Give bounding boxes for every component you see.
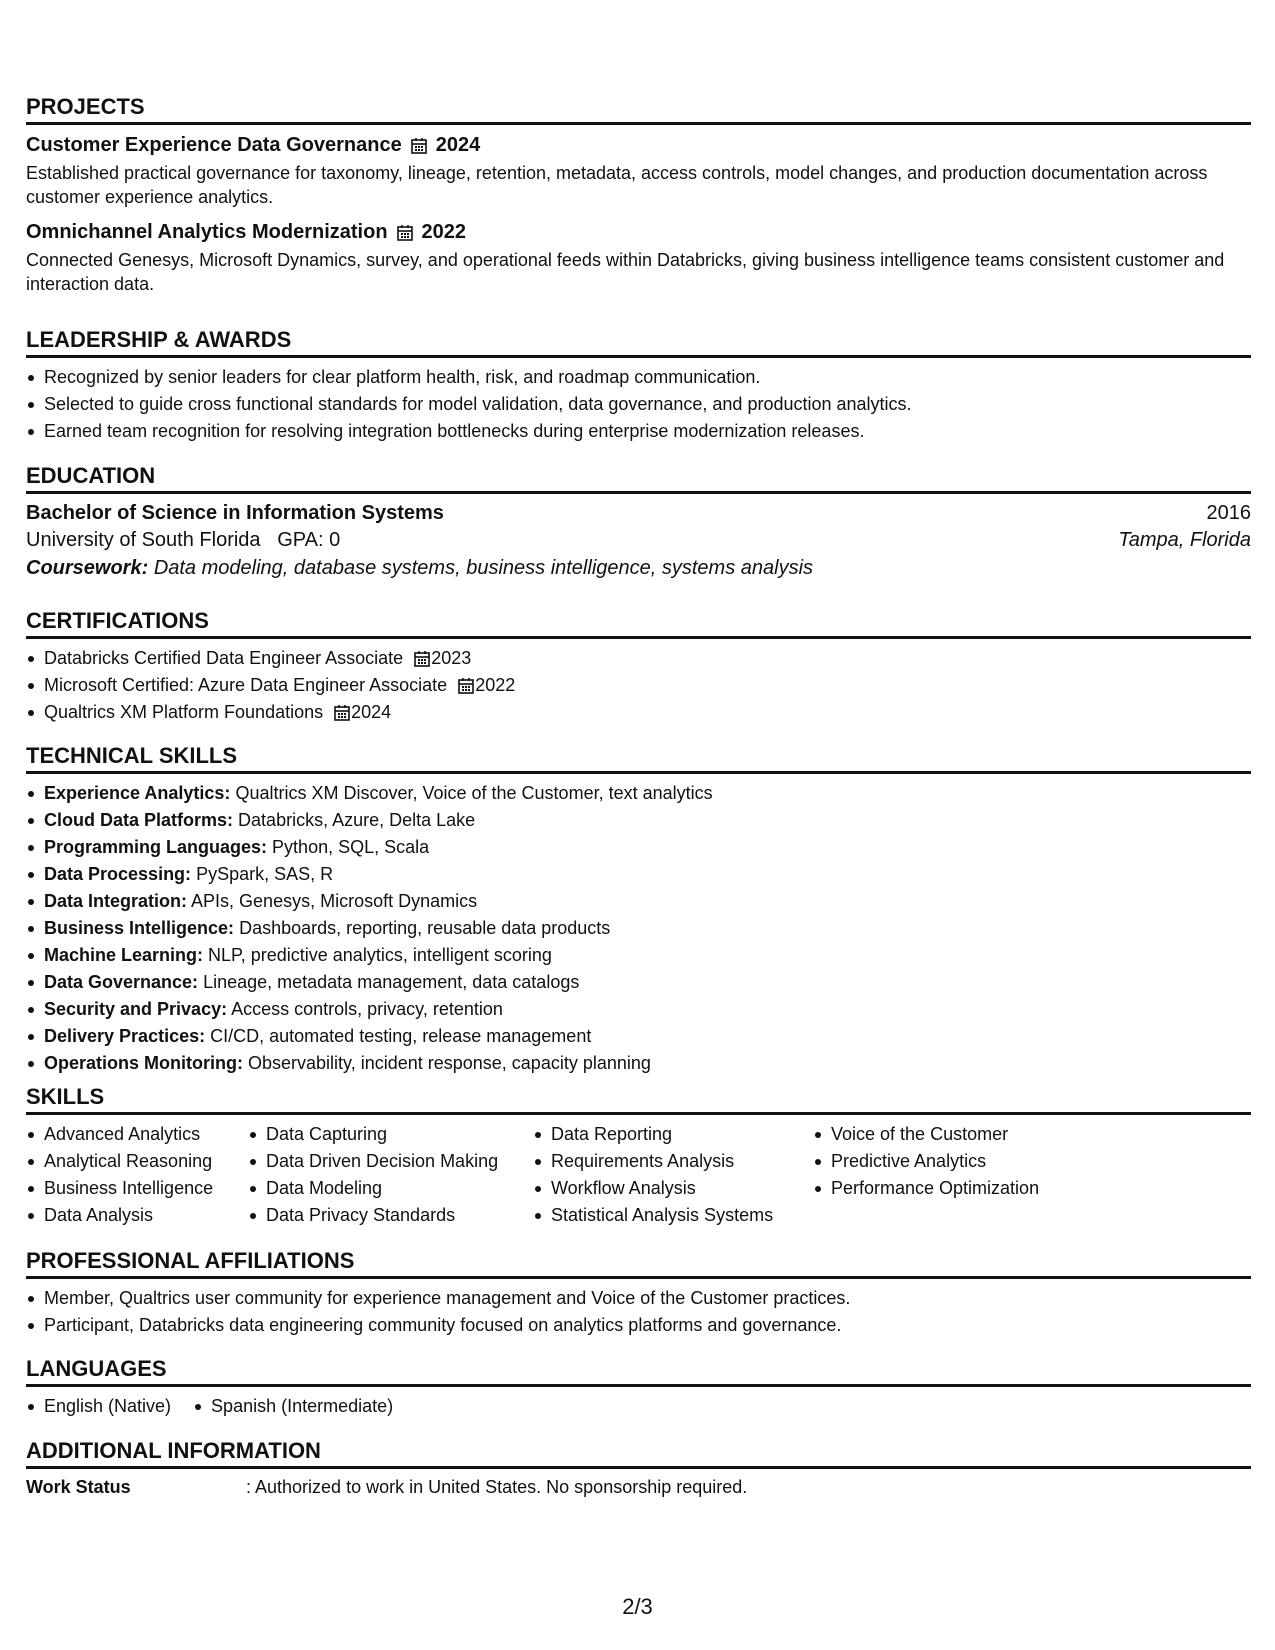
- list-item: Selected to guide cross functional standards for model validation, data governance, and production analytics.: [26, 391, 1251, 418]
- list-item: Recognized by senior leaders for clear platform health, risk, and roadmap communication.: [26, 364, 1251, 391]
- list-item: [26, 672, 1251, 699]
- skill-label: Programming Languages:: [44, 837, 268, 857]
- education-location: Tampa, Florida: [1118, 529, 1251, 551]
- skill-value: Python, SQL, Scala: [272, 837, 430, 857]
- work-status-label: Work Status: [26, 1477, 131, 1497]
- degree: Bachelor of Science in Information Systems: [26, 502, 444, 524]
- list-item: Data Analysis: [26, 1202, 248, 1229]
- section-title-technical-skills: TECHNICAL SKILLS: [26, 743, 1251, 774]
- list-item: Workflow Analysis: [533, 1175, 813, 1202]
- cert-name: Qualtrics XM Platform Foundations: [44, 702, 324, 722]
- skill-label: Data Governance:: [44, 972, 199, 992]
- skills-column: [813, 1121, 1113, 1229]
- section-title-certifications: CERTIFICATIONS: [26, 608, 1251, 639]
- section-title-projects: PROJECTS: [26, 94, 1251, 125]
- skills-columns: [26, 1121, 1251, 1229]
- cert-year: 2024: [351, 702, 392, 722]
- education-section: [26, 463, 1251, 580]
- list-item: Data Capturing: [248, 1121, 533, 1148]
- work-status-value: : Authorized to work in United States. No sponsorship required.: [246, 1477, 748, 1497]
- calendar-icon: [396, 224, 414, 242]
- skill-value: PySpark, SAS, R: [196, 864, 334, 884]
- projects-section: [26, 94, 1251, 296]
- list-item: Voice of the Customer: [813, 1121, 1113, 1148]
- list-item: Statistical Analysis Systems: [533, 1202, 813, 1229]
- list-item: [26, 645, 1251, 672]
- list-item: Predictive Analytics: [813, 1148, 1113, 1175]
- list-item: Business Intelligence: [26, 1175, 248, 1202]
- list-item: Member, Qualtrics user community for experience management and Voice of the Customer practices.: [26, 1285, 1251, 1312]
- list-item: Data Privacy Standards: [248, 1202, 533, 1229]
- leadership-section: [26, 327, 1251, 445]
- list-item: [26, 996, 1251, 1023]
- affiliations-list: [26, 1285, 1251, 1339]
- school-name: University of South Florida: [26, 529, 261, 551]
- calendar-icon: [413, 650, 431, 668]
- skill-label: Operations Monitoring:: [44, 1053, 243, 1073]
- list-item: Data Reporting: [533, 1121, 813, 1148]
- project-name: Omnichannel Analytics Modernization: [26, 221, 388, 243]
- skill-label: Security and Privacy:: [44, 999, 228, 1019]
- section-title-affiliations: PROFESSIONAL AFFILIATIONS: [26, 1248, 1251, 1279]
- list-item: [26, 780, 1251, 807]
- project-item: [26, 221, 1251, 296]
- skill-label: Business Intelligence:: [44, 918, 235, 938]
- list-item: [26, 915, 1251, 942]
- list-item: [26, 834, 1251, 861]
- skills-section: [26, 1084, 1251, 1229]
- list-item: [26, 942, 1251, 969]
- cert-name: Databricks Certified Data Engineer Associate: [44, 648, 404, 668]
- skill-value: NLP, predictive analytics, intelligent scoring: [208, 945, 552, 965]
- languages-list: [26, 1393, 1251, 1420]
- skill-label: Experience Analytics:: [44, 783, 231, 803]
- skills-column: [248, 1121, 533, 1229]
- gpa: GPA: 0: [277, 529, 341, 551]
- skill-value: APIs, Genesys, Microsoft Dynamics: [191, 891, 478, 911]
- section-title-languages: LANGUAGES: [26, 1356, 1251, 1387]
- certifications-list: [26, 645, 1251, 726]
- section-title-leadership: LEADERSHIP & AWARDS: [26, 327, 1251, 358]
- list-item: English (Native): [26, 1393, 171, 1420]
- coursework-label: Coursework:: [26, 557, 149, 579]
- calendar-icon: [410, 137, 428, 155]
- project-description: Established practical governance for taxonomy, lineage, retention, metadata, access controls, model changes, and production documentation across customer experience analytics.: [26, 163, 1208, 207]
- section-title-skills: SKILLS: [26, 1084, 1251, 1115]
- skills-column: [26, 1121, 248, 1229]
- page-number: 2/3: [622, 1594, 653, 1619]
- skill-label: Delivery Practices:: [44, 1026, 206, 1046]
- list-item: [26, 1050, 1251, 1077]
- coursework: Data modeling, database systems, business intelligence, systems analysis: [153, 557, 814, 579]
- languages-section: [26, 1356, 1251, 1420]
- project-year: 2024: [435, 134, 481, 156]
- skill-value: Dashboards, reporting, reusable data products: [239, 918, 611, 938]
- skill-value: Access controls, privacy, retention: [231, 999, 503, 1019]
- skill-value: Observability, incident response, capacity planning: [248, 1053, 651, 1073]
- calendar-icon: [333, 704, 351, 722]
- education-year: 2016: [1206, 502, 1251, 524]
- calendar-icon: [457, 677, 475, 695]
- skill-label: Cloud Data Platforms:: [44, 810, 234, 830]
- cert-name: Microsoft Certified: Azure Data Engineer Associate: [44, 675, 448, 695]
- project-item: [26, 134, 1251, 209]
- list-item: [26, 1023, 1251, 1050]
- project-year: 2022: [421, 221, 467, 243]
- list-item: Data Modeling: [248, 1175, 533, 1202]
- skill-label: Data Processing:: [44, 864, 192, 884]
- cert-year: 2022: [475, 675, 516, 695]
- technical-skills-list: [26, 780, 1251, 1077]
- skill-label: Data Integration:: [44, 891, 188, 911]
- skill-value: Databricks, Azure, Delta Lake: [238, 810, 476, 830]
- list-item: [26, 861, 1251, 888]
- list-item: [26, 969, 1251, 996]
- list-item: Data Driven Decision Making: [248, 1148, 533, 1175]
- list-item: Participant, Databricks data engineering community focused on analytics platforms and governance.: [26, 1312, 1251, 1339]
- skills-column: [533, 1121, 813, 1229]
- project-name: Customer Experience Data Governance: [26, 134, 402, 156]
- list-item: [26, 699, 1251, 726]
- skill-label: Machine Learning:: [44, 945, 204, 965]
- skill-value: Lineage, metadata management, data catalogs: [203, 972, 580, 992]
- list-item: Performance Optimization: [813, 1175, 1113, 1202]
- list-item: Requirements Analysis: [533, 1148, 813, 1175]
- section-title-additional: ADDITIONAL INFORMATION: [26, 1438, 1251, 1469]
- technical-skills-section: [26, 743, 1251, 1077]
- list-item: [26, 888, 1251, 915]
- list-item: Earned team recognition for resolving integration bottlenecks during enterprise modernization releases.: [26, 418, 1251, 445]
- additional-section: [26, 1438, 1251, 1498]
- section-title-education: EDUCATION: [26, 463, 1251, 494]
- list-item: [26, 807, 1251, 834]
- list-item: Analytical Reasoning: [26, 1148, 248, 1175]
- certifications-section: [26, 608, 1251, 726]
- list-item: Spanish (Intermediate): [193, 1393, 393, 1420]
- cert-year: 2023: [431, 648, 472, 668]
- skill-value: Qualtrics XM Discover, Voice of the Customer, text analytics: [235, 783, 713, 803]
- affiliations-section: [26, 1248, 1251, 1339]
- project-description: Connected Genesys, Microsoft Dynamics, survey, and operational feeds within Databricks, giving business intelligence teams consistent customer and interaction data.: [26, 250, 1225, 294]
- skill-value: CI/CD, automated testing, release management: [210, 1026, 592, 1046]
- list-item: Advanced Analytics: [26, 1121, 248, 1148]
- leadership-list: [26, 364, 1251, 445]
